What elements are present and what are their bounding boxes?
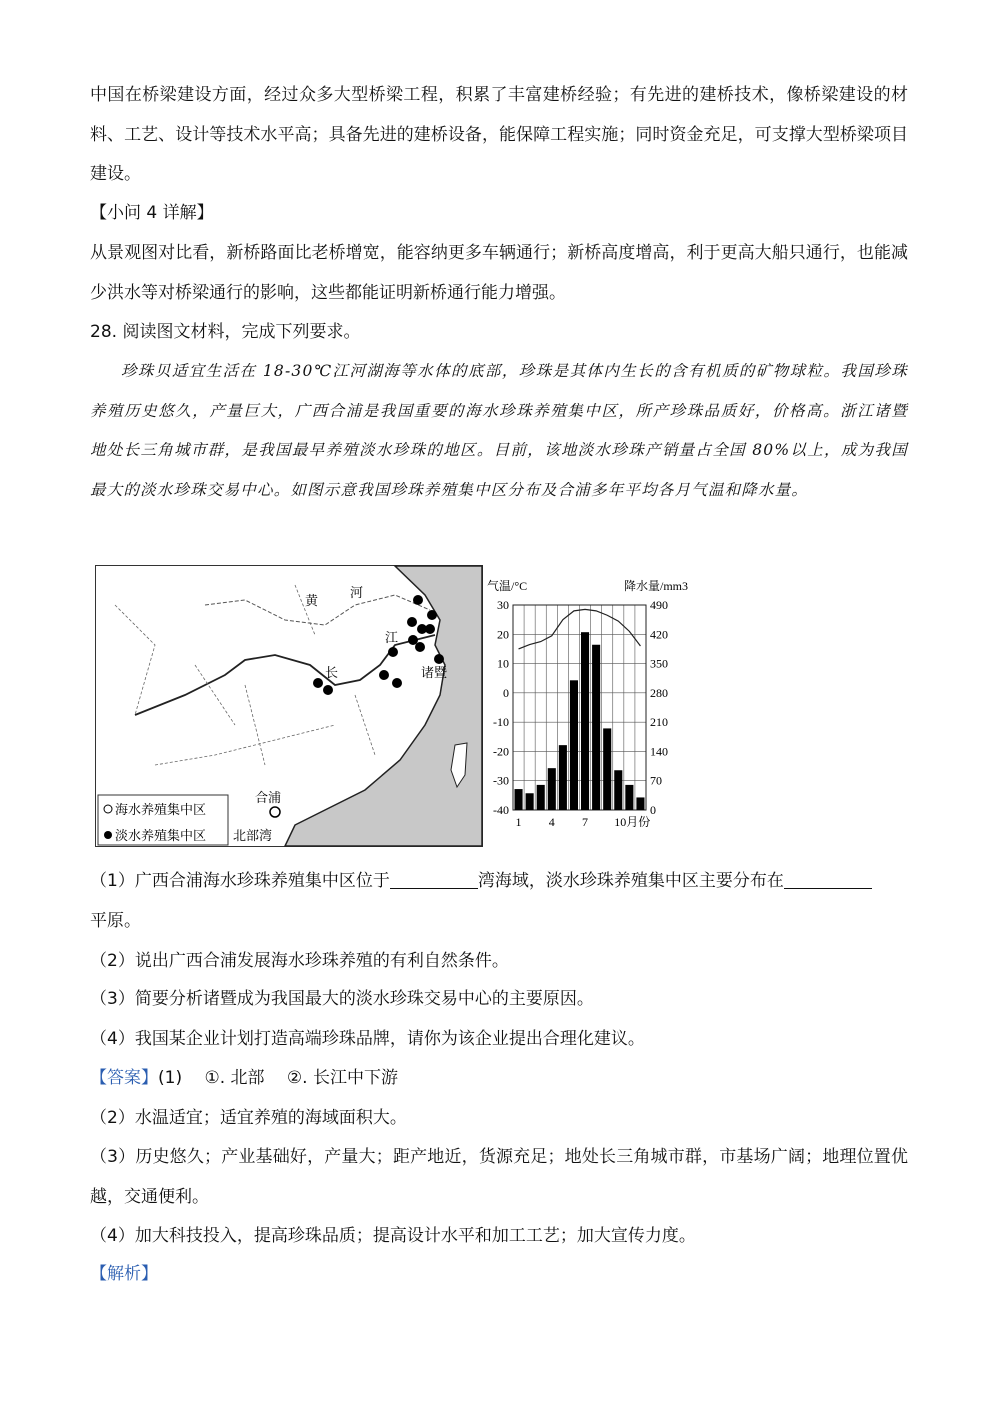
sub-question-4-heading: 【小问 4 详解】 (90, 203, 214, 223)
x-tick-label: 10月份 (614, 815, 651, 829)
answer-3: （3）历史悠久；产业基础好，产量大；距产地近，货源充足；地处长三角城市群，市基场广阔；地理位置优越，交通便利。 (90, 1147, 908, 1207)
precip-bar (559, 745, 567, 810)
left-tick-label: -40 (493, 803, 509, 817)
question-28-4: （4）我国某企业计划打造高端珍珠品牌，请你为该企业提出合理化建议。 (90, 1029, 645, 1049)
left-tick-label: 30 (497, 598, 509, 612)
precip-bar (526, 793, 534, 810)
left-tick-label: -30 (493, 773, 509, 788)
right-tick-label: 140 (650, 744, 668, 759)
precip-bar (614, 770, 622, 810)
sub-question-4-text: 从景观图对比看，新桥路面比老桥增宽，能容纳更多车辆通行；新桥高度增高，利于更高大船只通行，也能减少洪水等对桥梁通行的影响，这些都能证明新桥通行能力增强。 (90, 243, 908, 303)
question-28-title: 28. 阅读图文材料，完成下列要求。 (90, 322, 361, 342)
question-28-1: （1）广西合浦海水珍珠养殖集中区位于 湾海域，淡水珍珠养殖集中区主要分布在 平原。 (90, 862, 908, 941)
right-axis-title: 降水量/mm3 (623, 579, 688, 593)
answer-blank-2[interactable] (784, 870, 872, 889)
answer-label: 【答案】 (90, 1068, 158, 1088)
left-axis-title: 气温/°C (487, 579, 528, 593)
legend-open-circle-icon (104, 805, 112, 813)
hepu-climate-chart (483, 570, 698, 838)
analysis-label: 【解析】 (90, 1264, 158, 1284)
pearl-farming-map (95, 565, 483, 847)
answer-1: (1) ①. 北部 ②. 长江中下游 (158, 1068, 398, 1088)
precip-bar (603, 728, 611, 810)
label-jiang: 江 (385, 630, 399, 645)
x-tick-label: 1 (515, 815, 522, 829)
label-zhuji: 诸暨 (421, 665, 448, 680)
right-tick-label: 420 (650, 627, 668, 642)
x-tick-label: 4 (548, 815, 555, 829)
answer-blank-1[interactable] (390, 870, 478, 889)
precip-bar (636, 797, 644, 810)
precip-bar (570, 680, 578, 810)
label-chang: 长 (325, 665, 339, 680)
hepu-sea-farming-dot (270, 807, 280, 817)
right-tick-label: 490 (650, 598, 668, 612)
label-hepu: 合浦 (255, 790, 282, 805)
right-tick-label: 210 (650, 715, 668, 730)
question-28-2: （2）说出广西合浦发展海水珍珠养殖的有利自然条件。 (90, 951, 509, 971)
precip-bar (548, 768, 556, 810)
left-tick-label: -10 (493, 715, 509, 730)
question-28-3: （3）简要分析诸暨成为我国最大的淡水珍珠交易中心的主要原因。 (90, 989, 594, 1009)
x-tick-label: 7 (582, 815, 589, 829)
label-beibuwan: 北部湾 (233, 828, 273, 843)
precip-bar (515, 789, 523, 810)
previous-answer-paragraph: 中国在桥梁建设方面，经过众多大型桥梁工程，积累了丰富建桥经验；有先进的建桥技术，像桥梁建设的材料、工艺、设计等技术水平高；具备先进的建桥设备，能保障工程实施；同时资金充足，可支撑大型桥梁项目建设。 (90, 85, 908, 184)
legend-filled-circle-icon (104, 831, 112, 839)
answer-2: （2）水温适宜；适宜养殖的海域面积大。 (90, 1108, 407, 1128)
right-tick-label: 350 (650, 656, 668, 671)
right-tick-label: 70 (650, 773, 662, 788)
legend-fresh: 淡水养殖集中区 (115, 828, 207, 843)
label-huang: 黄 (305, 593, 319, 608)
left-tick-label: 10 (497, 656, 509, 671)
precip-bar (625, 785, 633, 810)
precip-bar (592, 645, 600, 810)
left-tick-label: -20 (493, 744, 509, 759)
precip-bar (581, 632, 589, 810)
question-28-material: 珍珠贝适宜生活在 18-30℃江河湖海等水体的底部，珍珠是其体内生长的含有机质的矿物球粒。我国珍珠养殖历史悠久，产量巨大，广西合浦是我国重要的海水珍珠养殖集中区，所产珍珠品质好，价格高。浙江诸暨地处长三角城市群，是我国最早养殖淡水珍珠的地区。目前，该地淡水珍珠产销量占全国 80%以上，成为我国最大的淡水珍珠交易中心。如图示意我国珍珠养殖集中区分布及合浦多年平均各月气温和降水量。 (90, 362, 908, 499)
left-tick-label: 20 (497, 627, 509, 642)
right-tick-label: 0 (650, 803, 656, 817)
label-he: 河 (350, 585, 364, 600)
answer-4: （4）加大科技投入，提高珍珠品质；提高设计水平和加工工艺；加大宣传力度。 (90, 1226, 696, 1246)
left-tick-label: 0 (503, 685, 509, 700)
right-tick-label: 280 (650, 685, 668, 700)
legend-sea: 海水养殖集中区 (115, 802, 207, 817)
precip-bar (537, 785, 545, 810)
